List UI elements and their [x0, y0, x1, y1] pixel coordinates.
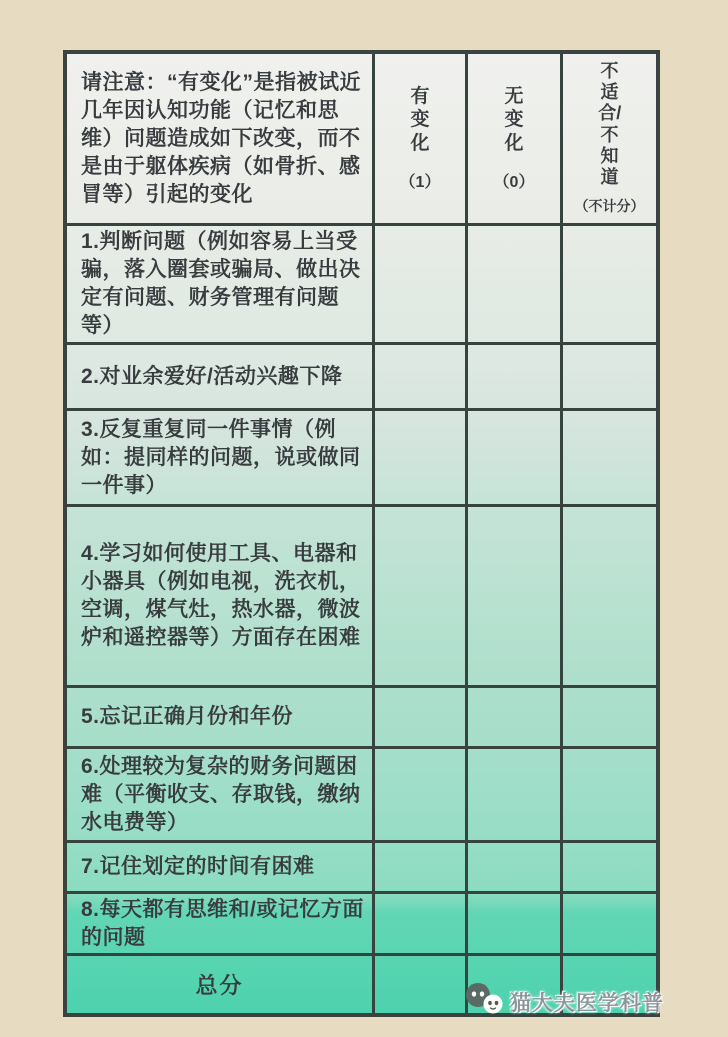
answer-cell-q1-no-change[interactable] — [468, 226, 563, 345]
question-text: 2.对业余爱好/活动兴趣下降 — [81, 364, 343, 388]
answer-cell-q4-no-change[interactable] — [468, 507, 563, 688]
column-header-has-change — [375, 54, 468, 226]
question-text: 1.判断问题（例如容易上当受骗，落入圈套或骗局、做出决定有问题、财务管理有问题等） — [81, 230, 361, 337]
answer-cell-q2-has-change[interactable] — [375, 345, 468, 411]
answer-cell-q6-not-applicable[interactable] — [563, 749, 656, 843]
answer-cell-q7-no-change[interactable] — [468, 843, 563, 894]
question-cell-2 — [67, 345, 375, 411]
answer-cell-q4-not-applicable[interactable] — [563, 507, 656, 688]
answer-cell-q3-has-change[interactable] — [375, 411, 468, 507]
question-cell-8 — [67, 894, 375, 956]
answer-cell-q3-not-applicable[interactable] — [563, 411, 656, 507]
answer-cell-q4-has-change[interactable] — [375, 507, 468, 688]
question-cell-6 — [67, 749, 375, 843]
question-cell-4 — [67, 507, 375, 688]
answer-cell-q7-has-change[interactable] — [375, 843, 468, 894]
answer-cell-q5-no-change[interactable] — [468, 688, 563, 749]
column-header-score: （1） — [399, 173, 441, 191]
column-header-score: （不计分） — [574, 197, 645, 214]
column-header-not-applicable — [563, 54, 656, 226]
question-cell-1 — [67, 226, 375, 345]
total-score-label: 总分 — [195, 973, 244, 998]
header-instruction-cell — [67, 54, 375, 226]
answer-cell-q6-no-change[interactable] — [468, 749, 563, 843]
watermark — [464, 982, 664, 1021]
question-text: 8.每天都有思维和/或记忆方面的问题 — [81, 897, 364, 949]
answer-cell-q2-not-applicable[interactable] — [563, 345, 656, 411]
answer-cell-q1-not-applicable[interactable] — [563, 226, 656, 345]
answer-cell-q8-not-applicable[interactable] — [563, 894, 656, 956]
column-header-label: 无变化 — [504, 86, 524, 154]
total-cell-has-change[interactable] — [375, 956, 468, 1013]
answer-cell-q8-no-change[interactable] — [468, 894, 563, 956]
column-header-score: （0） — [493, 173, 535, 191]
watermark-text: 猫大夫医学科普 — [510, 991, 664, 1015]
answer-cell-q3-no-change[interactable] — [468, 411, 563, 507]
question-cell-7 — [67, 843, 375, 894]
answer-cell-q1-has-change[interactable] — [375, 226, 468, 345]
question-cell-5 — [67, 688, 375, 749]
questionnaire-grid — [67, 54, 656, 1013]
answer-cell-q7-not-applicable[interactable] — [563, 843, 656, 894]
answer-cell-q6-has-change[interactable] — [375, 749, 468, 843]
question-text: 5.忘记正确月份和年份 — [81, 705, 294, 728]
column-header-label: 有变化 — [410, 86, 430, 154]
question-text: 7.记住划定的时间有困难 — [81, 855, 315, 878]
answer-cell-q8-has-change[interactable] — [375, 894, 468, 956]
total-score-label-cell — [67, 956, 375, 1013]
question-text: 3.反复重复同一件事情（例如：提同样的问题，说或做同一件事） — [81, 417, 361, 497]
answer-cell-q5-has-change[interactable] — [375, 688, 468, 749]
cat-doctor-logo-icon — [464, 982, 506, 1021]
column-header-no-change — [468, 54, 563, 226]
question-cell-3 — [67, 411, 375, 507]
question-text: 4.学习如何使用工具、电器和小器具（例如电视，洗衣机，空调，煤气灶，热水器，微波炉和遥控器等）方面存在困难 — [81, 542, 361, 649]
question-text: 6.处理较为复杂的财务问题困难（平衡收支、存取钱，缴纳水电费等） — [81, 754, 361, 834]
answer-cell-q5-not-applicable[interactable] — [563, 688, 656, 749]
questionnaire-table — [63, 50, 660, 1017]
answer-cell-q2-no-change[interactable] — [468, 345, 563, 411]
column-header-label: 不适合/不知道 — [598, 61, 622, 187]
header-instruction-text: 请注意：“有变化”是指被试近几年因认知功能（记忆和思维）问题造成如下改变，而不是由于躯体疾病（如骨折、感冒等）引起的变化 — [81, 70, 361, 206]
